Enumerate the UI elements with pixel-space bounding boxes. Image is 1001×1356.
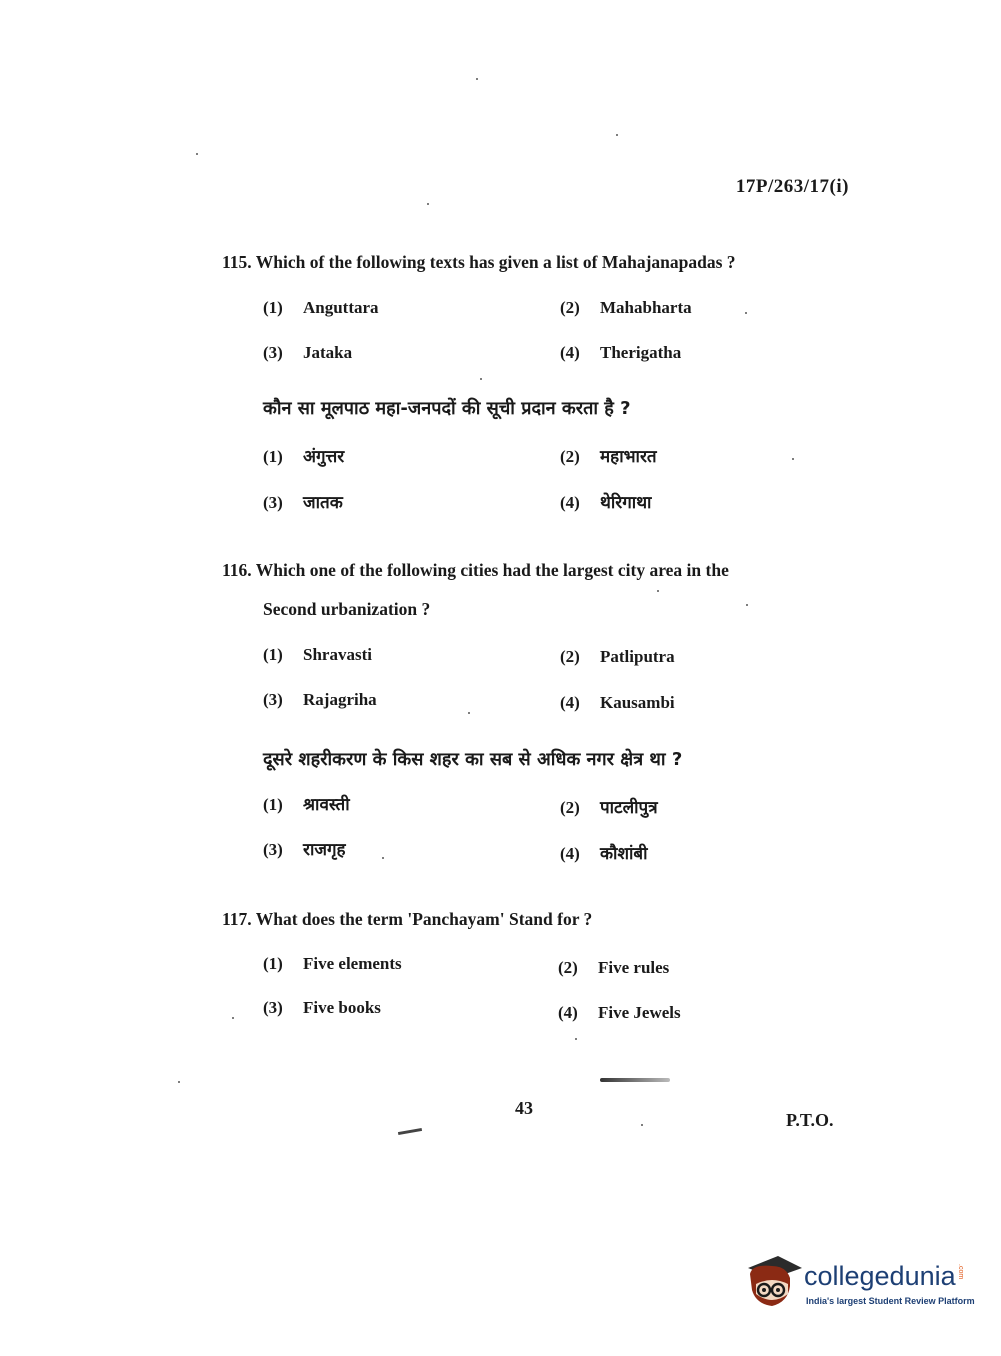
student-mascot-icon: [742, 1250, 806, 1314]
question-text-hi: कौन सा मूलपाठ महा-जनपदों की सूची प्रदान करता है ?: [263, 398, 631, 419]
q115-option-2: (2) Mahabharta: [560, 298, 692, 317]
question-number: 117.: [222, 909, 252, 929]
question-115: [222, 252, 736, 273]
question-116-line2: Second urbanization ?: [263, 599, 431, 619]
question-116: [222, 560, 729, 581]
question-text-en: Which of the following texts has given a list of Mahajanapadas ?: [255, 252, 736, 272]
q116-hi-option-1: (1) श्रावस्ती: [263, 795, 350, 815]
question-text-en: Which one of the following cities had the largest city area in the: [255, 560, 729, 580]
q116-hi-option-4: (4) कौशांबी: [560, 844, 648, 864]
question-number: 115.: [222, 252, 252, 272]
q116-option-1: (1) Shravasti: [263, 645, 372, 664]
q115-hi-option-3: (3) जातक: [263, 493, 343, 513]
q115-option-3: (3) Jataka: [263, 343, 353, 362]
page-number: 43: [515, 1098, 533, 1118]
q116-hi-option-2: (2) पाटलीपुत्र: [560, 798, 658, 818]
q116-hi-option-3: (3) राजगृह: [263, 840, 346, 860]
q115-hi-option-2: (2) महाभारत: [560, 447, 657, 467]
q117-option-4: (4) Five Jewels: [558, 1003, 681, 1022]
scan-mark: [398, 1128, 422, 1135]
q116-option-3: (3) Rajagriha: [263, 690, 377, 709]
logo-tagline: India's largest Student Review Platform: [806, 1296, 975, 1306]
paper-code: 17P/263/17(i): [735, 176, 849, 197]
logo-brand-suffix: .com: [957, 1264, 964, 1280]
q117-option-1: (1) Five elements: [263, 954, 402, 973]
q115-option-4: (4) Therigatha: [560, 343, 682, 362]
q115-hi-option-1: (1) अंगुत्तर: [263, 447, 345, 467]
question-text-hi: दूसरे शहरीकरण के किस शहर का सब से अधिक नगर क्षेत्र था ?: [263, 749, 683, 770]
pto-label: P.T.O.: [786, 1110, 834, 1130]
logo-brand-text: collegedunia: [804, 1261, 956, 1291]
question-117: [222, 909, 592, 930]
q117-option-3: (3) Five books: [263, 998, 381, 1017]
q117-option-2: (2) Five rules: [558, 958, 670, 977]
question-number: 116.: [222, 560, 252, 580]
q115-hi-option-4: (4) थेरिगाथा: [560, 493, 652, 513]
question-text-en: What does the term 'Panchayam' Stand for ?: [255, 909, 593, 929]
q115-option-1: (1) Anguttara: [263, 298, 379, 317]
q116-option-4: (4) Kausambi: [560, 693, 675, 712]
scan-mark: [600, 1078, 670, 1082]
q116-option-2: (2) Patliputra: [560, 647, 675, 666]
